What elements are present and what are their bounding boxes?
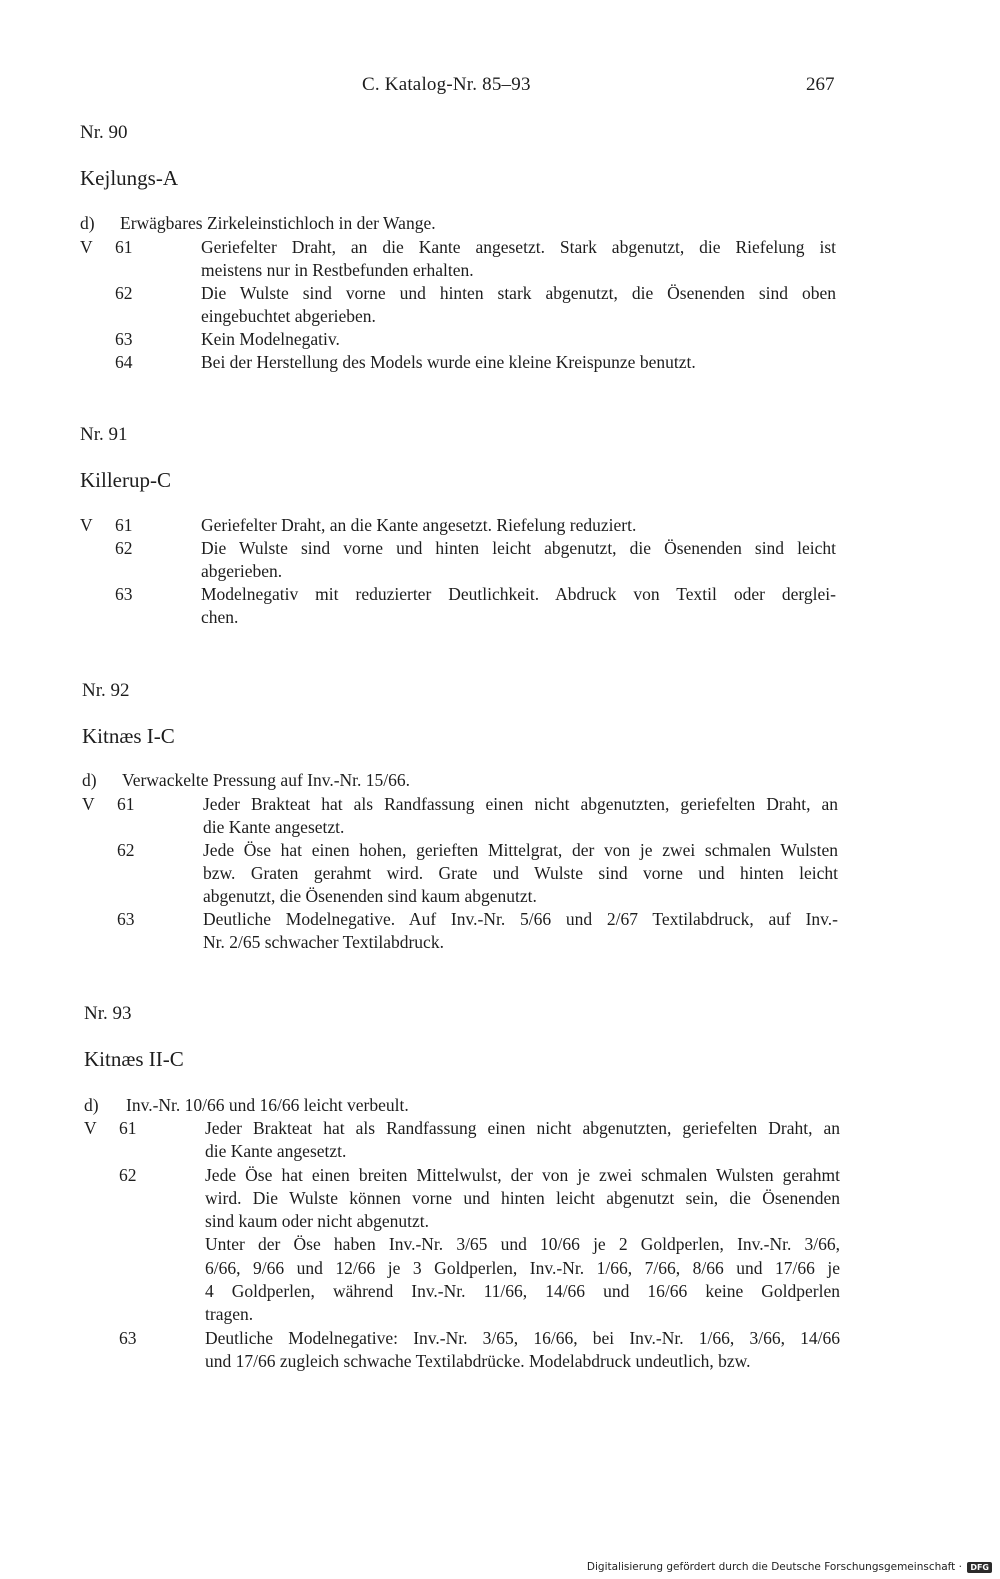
v-line [84, 1165, 864, 1189]
v-label: V [80, 237, 93, 257]
item-text-line: tragen. [205, 1304, 254, 1324]
dfg-logo: DFG [967, 1562, 992, 1573]
footer-text: Digitalisierung gefördert durch die Deutsche Forschungsgemeinschaft · [586, 1561, 962, 1573]
entry-number: Nr. 93 [84, 1003, 132, 1024]
v-line [80, 538, 860, 562]
item-text-line: Geriefelter Draht, an die Kante angesetzt. Stark abgenutzt, die Riefelung ist [201, 237, 836, 257]
entry-number: Nr. 91 [80, 424, 128, 445]
header-title: C. Katalog-Nr. 85–93 [362, 74, 531, 95]
item-number: 63 [117, 909, 135, 929]
item-number: 61 [115, 515, 133, 535]
item-text-line: Deutliche Modelnegative. Auf Inv.-Nr. 5/66 und 2/67 Textilabdruck, auf Inv.- [203, 909, 838, 929]
v-label: V [84, 1118, 97, 1138]
entry-number: Nr. 90 [80, 122, 128, 143]
item-text-line: Jeder Brakteat hat als Randfassung einen nicht abgenutzten, geriefelten Draht, an [203, 794, 838, 814]
item-text-line: eingebuchtet abgerieben. [201, 306, 376, 326]
v-line [82, 840, 862, 864]
item-number: 62 [119, 1165, 137, 1185]
item-number: 63 [119, 1328, 137, 1348]
v-line [84, 1118, 864, 1142]
item-number: 61 [115, 237, 133, 257]
item-number: 62 [117, 840, 135, 860]
v-line [80, 584, 860, 608]
v-line [82, 909, 862, 933]
entry-name: Kejlungs-A [80, 166, 178, 190]
entry-name: Killerup-C [80, 468, 171, 492]
item-text-line: und 17/66 zugleich schwache Textilabdrücke. Modelabdruck undeutlich, bzw. [205, 1351, 751, 1371]
v-line [84, 1234, 864, 1258]
v-line [82, 932, 862, 956]
item-text-line: abgenutzt, die Ösenenden sind kaum abgenutzt. [203, 886, 537, 906]
item-text-line: die Kante angesetzt. [205, 1141, 347, 1161]
v-line [84, 1141, 864, 1165]
v-line [84, 1328, 864, 1352]
v-line [80, 561, 860, 585]
item-text-line: chen. [201, 607, 239, 627]
v-line [80, 283, 860, 307]
item-text-line: Modelnegativ mit reduzierter Deutlichkeit. Abdruck von Textil oder derglei- [201, 584, 836, 604]
item-number: 62 [115, 283, 133, 303]
v-line [80, 260, 860, 284]
item-number: 63 [115, 584, 133, 604]
item-text-line: die Kante angesetzt. [203, 817, 345, 837]
v-line [84, 1211, 864, 1235]
v-line [80, 515, 860, 539]
item-text-line: meistens nur in Restbefunden erhalten. [201, 260, 474, 280]
v-line [80, 607, 860, 631]
item-text-line: Die Wulste sind vorne und hinten stark abgenutzt, die Ösenenden sind oben [201, 283, 836, 303]
item-text-line: Bei der Herstellung des Models wurde eine kleine Kreispunze benutzt. [201, 352, 696, 372]
d-label: d) [80, 213, 95, 233]
item-number: 61 [119, 1118, 137, 1138]
d-text: Inv.-Nr. 10/66 und 16/66 leicht verbeult. [126, 1095, 409, 1115]
item-text-line: wird. Die Wulste können vorne und hinten leicht abgenutzt sein, die Ösenenden [205, 1188, 840, 1208]
item-text-line: Jeder Brakteat hat als Randfassung einen nicht abgenutzten, geriefelten Draht, an [205, 1118, 840, 1138]
item-text-line: 4 Goldperlen, während Inv.-Nr. 11/66, 14/66 und 16/66 keine Goldperlen [205, 1281, 840, 1301]
item-text-line: Unter der Öse haben Inv.-Nr. 3/65 und 10/66 je 2 Goldperlen, Inv.-Nr. 3/66, [205, 1234, 840, 1254]
v-line [82, 817, 862, 841]
v-line [82, 794, 862, 818]
v-line [82, 863, 862, 887]
v-label: V [80, 515, 93, 535]
v-line [80, 237, 860, 261]
d-label: d) [84, 1095, 99, 1115]
entry-name: Kitnæs I-C [82, 724, 175, 748]
item-number: 61 [117, 794, 135, 814]
d-line [82, 770, 842, 794]
d-label: d) [82, 770, 97, 790]
v-label: V [82, 794, 95, 814]
item-text-line: Nr. 2/65 schwacher Textilabdruck. [203, 932, 444, 952]
item-number: 64 [115, 352, 133, 372]
entry-number: Nr. 92 [82, 680, 130, 701]
d-text: Erwägbares Zirkeleinstichloch in der Wange. [120, 213, 436, 233]
v-line [84, 1188, 864, 1212]
v-line [80, 329, 860, 353]
item-text-line: Deutliche Modelnegative: Inv.-Nr. 3/65, 16/66, bei Inv.-Nr. 1/66, 3/66, 14/66 [205, 1328, 840, 1348]
v-line [84, 1258, 864, 1282]
item-text-line: Kein Modelnegativ. [201, 329, 340, 349]
item-text-line: abgerieben. [201, 561, 283, 581]
item-text-line: sind kaum oder nicht abgenutzt. [205, 1211, 430, 1231]
item-text-line: Geriefelter Draht, an die Kante angesetzt. Riefelung reduziert. [201, 515, 637, 535]
item-number: 63 [115, 329, 133, 349]
entry-name: Kitnæs II-C [84, 1047, 184, 1071]
v-line [84, 1281, 864, 1305]
v-line [80, 352, 860, 376]
item-text-line: Jede Öse hat einen hohen, gerieften Mittelgrat, der von je zwei schmalen Wulsten [203, 840, 838, 860]
item-text-line: bzw. Graten gerahmt wird. Grate und Wulste sind vorne und hinten leicht [203, 863, 838, 883]
item-text-line: Jede Öse hat einen breiten Mittelwulst, der von je zwei schmalen Wulsten gerahmt [205, 1165, 840, 1185]
d-line [80, 213, 840, 237]
v-line [84, 1304, 864, 1328]
item-text-line: Die Wulste sind vorne und hinten leicht abgenutzt, die Ösenenden sind leicht [201, 538, 836, 558]
running-header [0, 74, 1000, 102]
d-line [84, 1095, 844, 1119]
page-number: 267 [806, 74, 835, 95]
v-line [80, 306, 860, 330]
d-text: Verwackelte Pressung auf Inv.-Nr. 15/66. [122, 770, 411, 790]
item-text-line: 6/66, 9/66 und 12/66 je 3 Goldperlen, Inv.-Nr. 1/66, 7/66, 8/66 und 17/66 je [205, 1258, 840, 1278]
v-line [84, 1351, 864, 1375]
v-line [82, 886, 862, 910]
item-number: 62 [115, 538, 133, 558]
footer-credit [587, 1561, 992, 1573]
